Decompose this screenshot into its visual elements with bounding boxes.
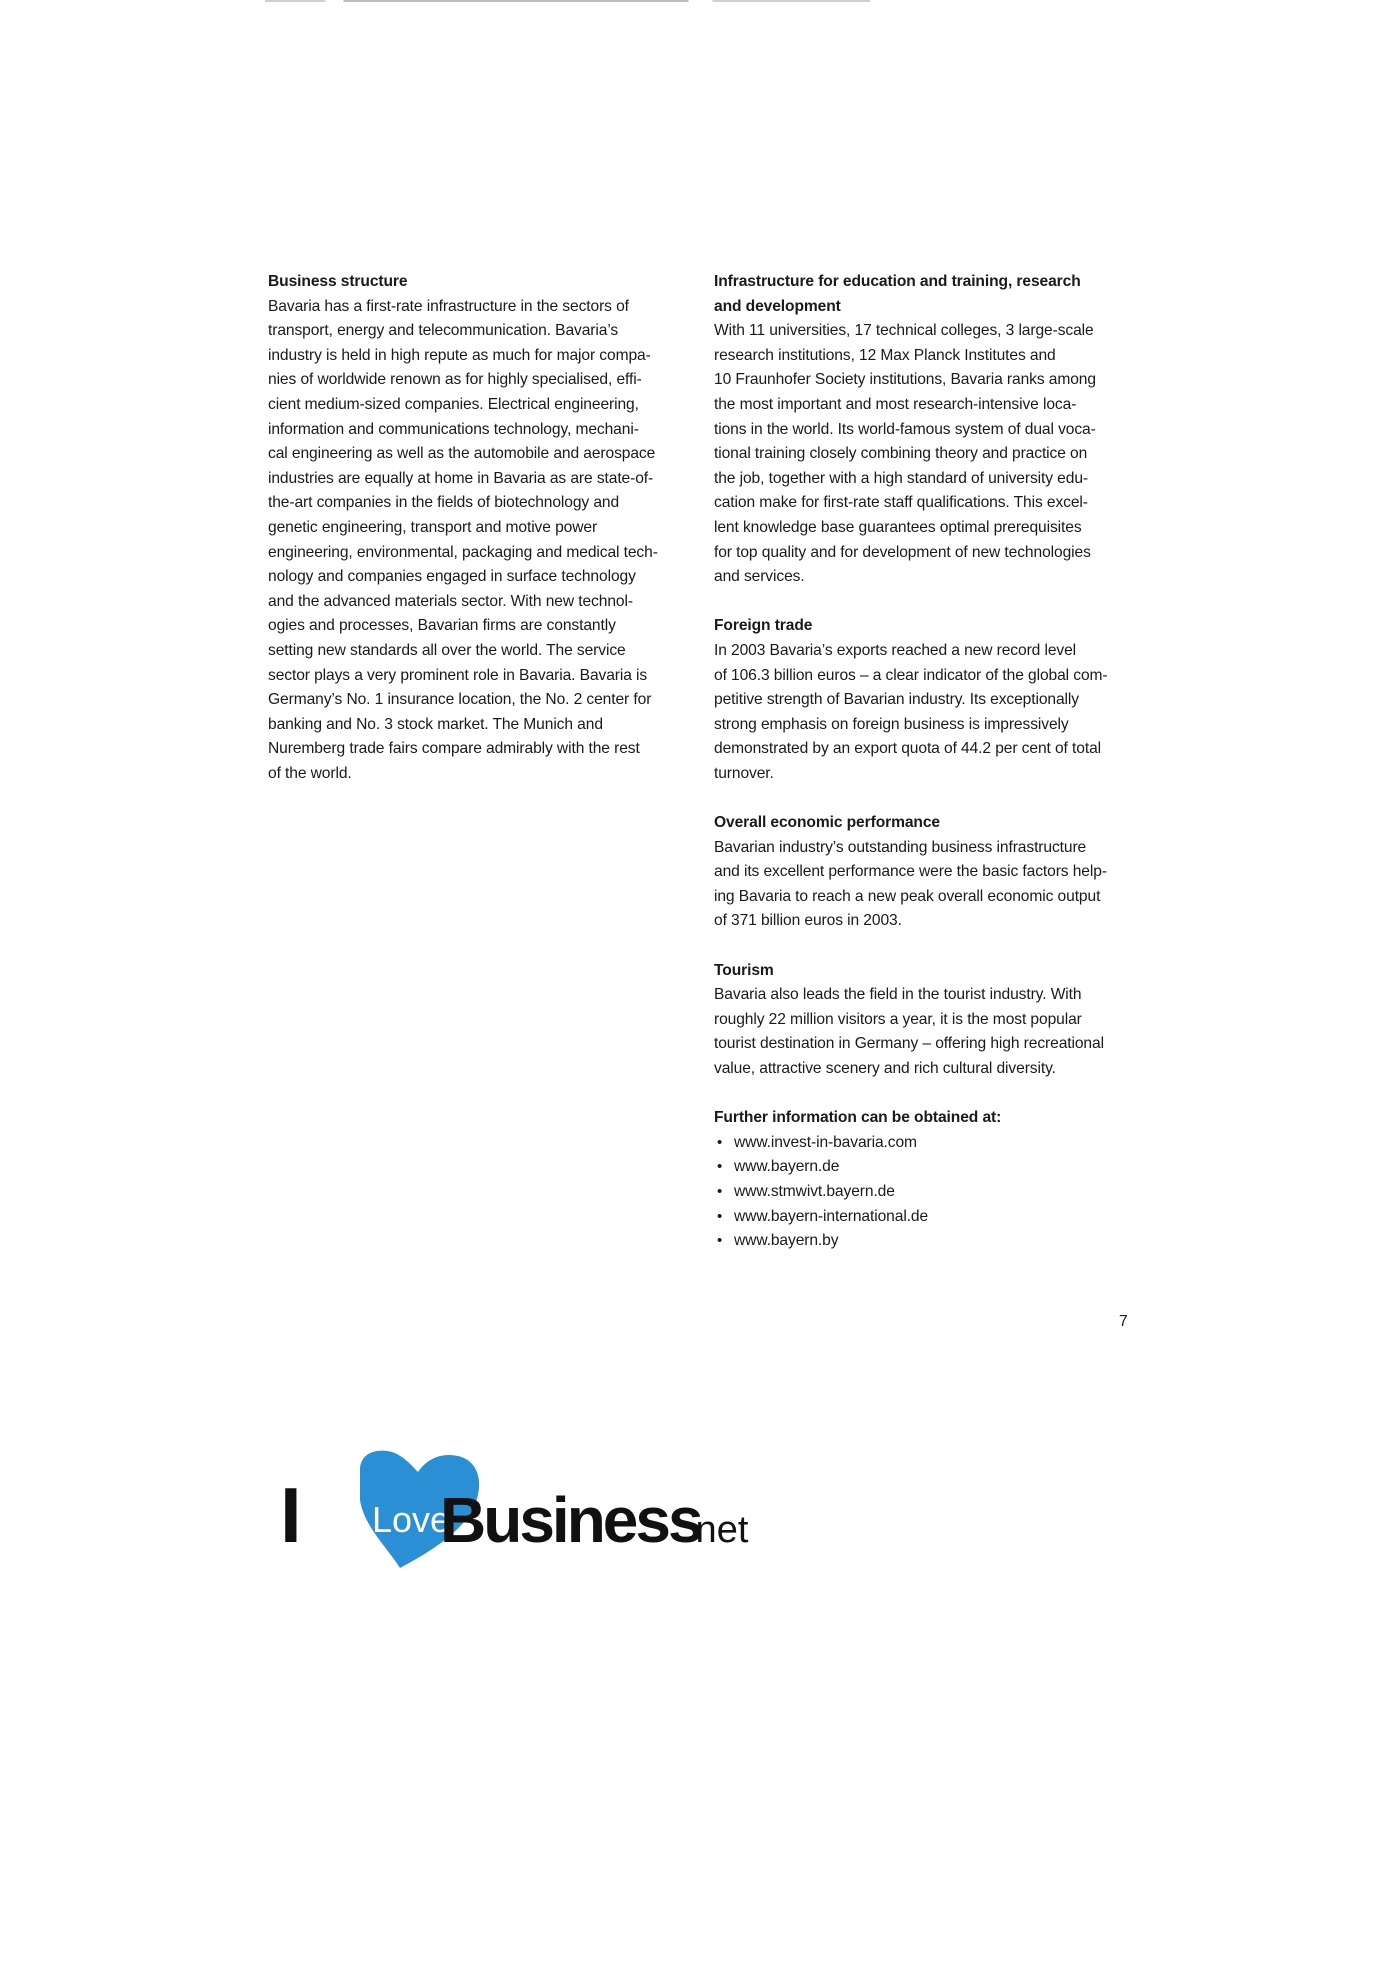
- economic-performance-heading: Overall economic performance: [714, 814, 940, 832]
- further-info-heading: Further information can be obtained at:: [714, 1109, 1002, 1127]
- education-heading: Infrastructure for education and training, research and development: [714, 273, 1081, 315]
- business-structure-text: Bavaria has a first-rate infrastructure in the sectors of transport, energy and telecommunication. Bavaria’s industry is held in high repute as much for major compa- nies of worldwide renown as for highly specialised, effi- cient medium-sized companies. Electrical engineering, information and communications technology, mechani- cal engineering as well as the automobile and aerospace industries are equally at home in Bavaria as are state-of- the-art companies in the fields of biotechnology and genetic engineering, transport and motive power engineering, environmental, packaging and medical tech- nology and companies engaged in surface technology and the advanced materials sector. With new technol- ogies and processes, Bavarian firms are constantly setting new standards all over the world. The service sector plays a very prominent role in Bavaria. Bavaria is Germany’s No. 1 insurance location, the No. 2 center for banking and No. 3 stock market. The Munich and Nuremberg trade fairs compare admirably with the rest of the world.: [268, 297, 658, 782]
- economic-performance-section: [714, 811, 1134, 934]
- right-column: [714, 270, 1134, 1254]
- page-number: 7: [1119, 1313, 1128, 1330]
- economic-performance-text: Bavarian industry’s outstanding business infrastructure and its excellent performance were the basic factors help- ing Bavaria to reach a new peak overall economic output of 371 billion euros in 2003.: [714, 838, 1107, 930]
- link-text[interactable]: www.invest-in-bavaria.com: [734, 1133, 917, 1151]
- foreign-trade-heading: Foreign trade: [714, 617, 813, 635]
- logo-tld-text: .net: [685, 1509, 749, 1551]
- link-text[interactable]: www.bayern-international.de: [734, 1207, 929, 1225]
- link-item[interactable]: [714, 1180, 1134, 1205]
- logo-love-text: Love: [372, 1499, 451, 1540]
- bullet-icon: •: [717, 1182, 723, 1200]
- bullet-icon: •: [717, 1207, 723, 1225]
- further-info-list: [714, 1131, 1134, 1254]
- education-text: With 11 universities, 17 technical colleges, 3 large-scale research institutions, 12 Max Planck Institutes and 10 Fraunhofer Society institutions, Bavaria ranks among the most important and most research-intensive loca- tions in the world. Its world-famous system of dual voca- tional training closely combining theory and practice on the job, together with a high standard of university edu- cation make for first-rate staff qualifications. This excel- lent knowledge base guarantees optimal prerequisites for top quality and for development of new technologies and services.: [714, 322, 1096, 586]
- logo-business-text: Business: [440, 1484, 701, 1556]
- link-item[interactable]: [714, 1229, 1134, 1254]
- link-text[interactable]: www.bayern.de: [734, 1158, 840, 1176]
- tourism-text: Bavaria also leads the field in the tourist industry. With roughly 22 million visitors a year, it is the most popular tourist destination in Germany – offering high recreational value, attractive scenery and rich cultural diversity.: [714, 986, 1104, 1077]
- business-structure-heading: Business structure: [268, 273, 408, 290]
- link-item[interactable]: [714, 1131, 1134, 1156]
- foreign-trade-section: [714, 614, 1134, 786]
- left-column: [268, 270, 688, 786]
- logo-letter-i: I: [280, 1471, 302, 1559]
- education-section: [714, 270, 1134, 590]
- bullet-icon: •: [717, 1158, 723, 1176]
- ilovebusiness-logo: [280, 1450, 760, 1570]
- scan-edge-line: [265, 0, 870, 2]
- tourism-section: [714, 959, 1134, 1082]
- foreign-trade-text: In 2003 Bavaria’s exports reached a new record level of 106.3 billion euros – a clear indicator of the global com- petitive strength of Bavarian industry. Its exceptionally strong emphasis on foreign business is impressively demonstrated by an export quota of 44.2 per cent of total turnover.: [714, 641, 1108, 782]
- link-text[interactable]: www.bayern.by: [734, 1232, 839, 1250]
- link-text[interactable]: www.stmwivt.bayern.de: [734, 1182, 895, 1200]
- bullet-icon: •: [717, 1133, 723, 1151]
- link-item[interactable]: [714, 1205, 1134, 1230]
- tourism-heading: Tourism: [714, 961, 774, 979]
- link-item[interactable]: [714, 1155, 1134, 1180]
- bullet-icon: •: [717, 1232, 723, 1250]
- further-info-section: [714, 1106, 1134, 1254]
